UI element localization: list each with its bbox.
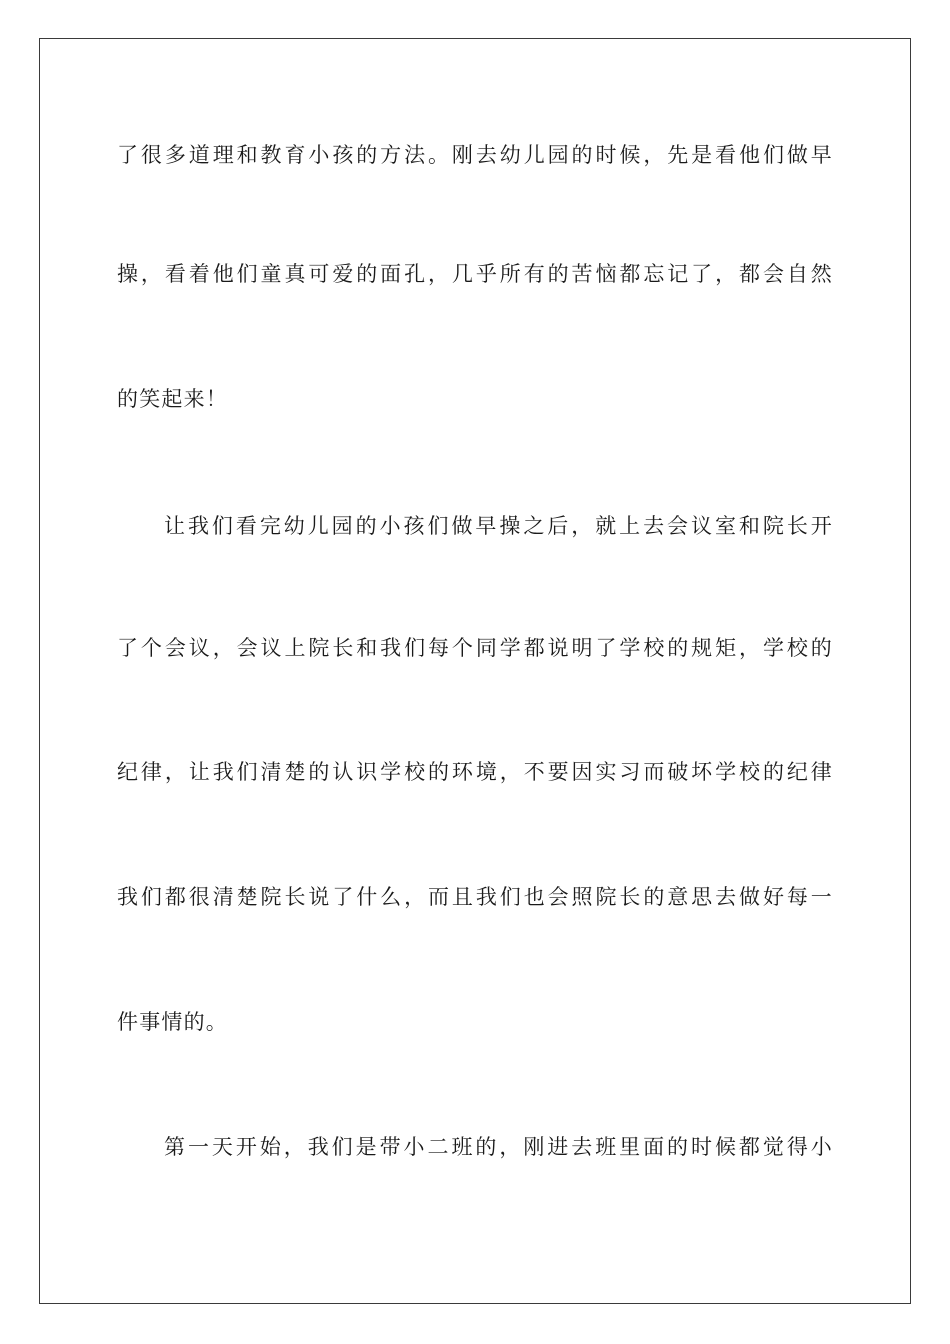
- text-line: 了很多道理和教育小孩的方法。刚去幼儿园的时候，先是看他们做早: [117, 143, 833, 167]
- text-line: 的笑起来！: [117, 387, 228, 411]
- paragraph-start-line: 第一天开始，我们是带小二班的，刚进去班里面的时候都觉得小: [164, 1135, 833, 1159]
- text-line: 操，看着他们童真可爱的面孔，几乎所有的苦恼都忘记了，都会自然: [117, 262, 833, 286]
- text-line: 我们都很清楚院长说了什么，而且我们也会照院长的意思去做好每一: [117, 885, 833, 909]
- text-line: 件事情的。: [117, 1010, 228, 1034]
- paragraph-start-line: 让我们看完幼儿园的小孩们做早操之后，就上去会议室和院长开: [164, 514, 833, 538]
- text-line: 了个会议，会议上院长和我们每个同学都说明了学校的规矩，学校的: [117, 636, 833, 660]
- text-line: 纪律，让我们清楚的认识学校的环境，不要因实习而破坏学校的纪律: [117, 760, 833, 784]
- page-frame: [39, 38, 911, 1304]
